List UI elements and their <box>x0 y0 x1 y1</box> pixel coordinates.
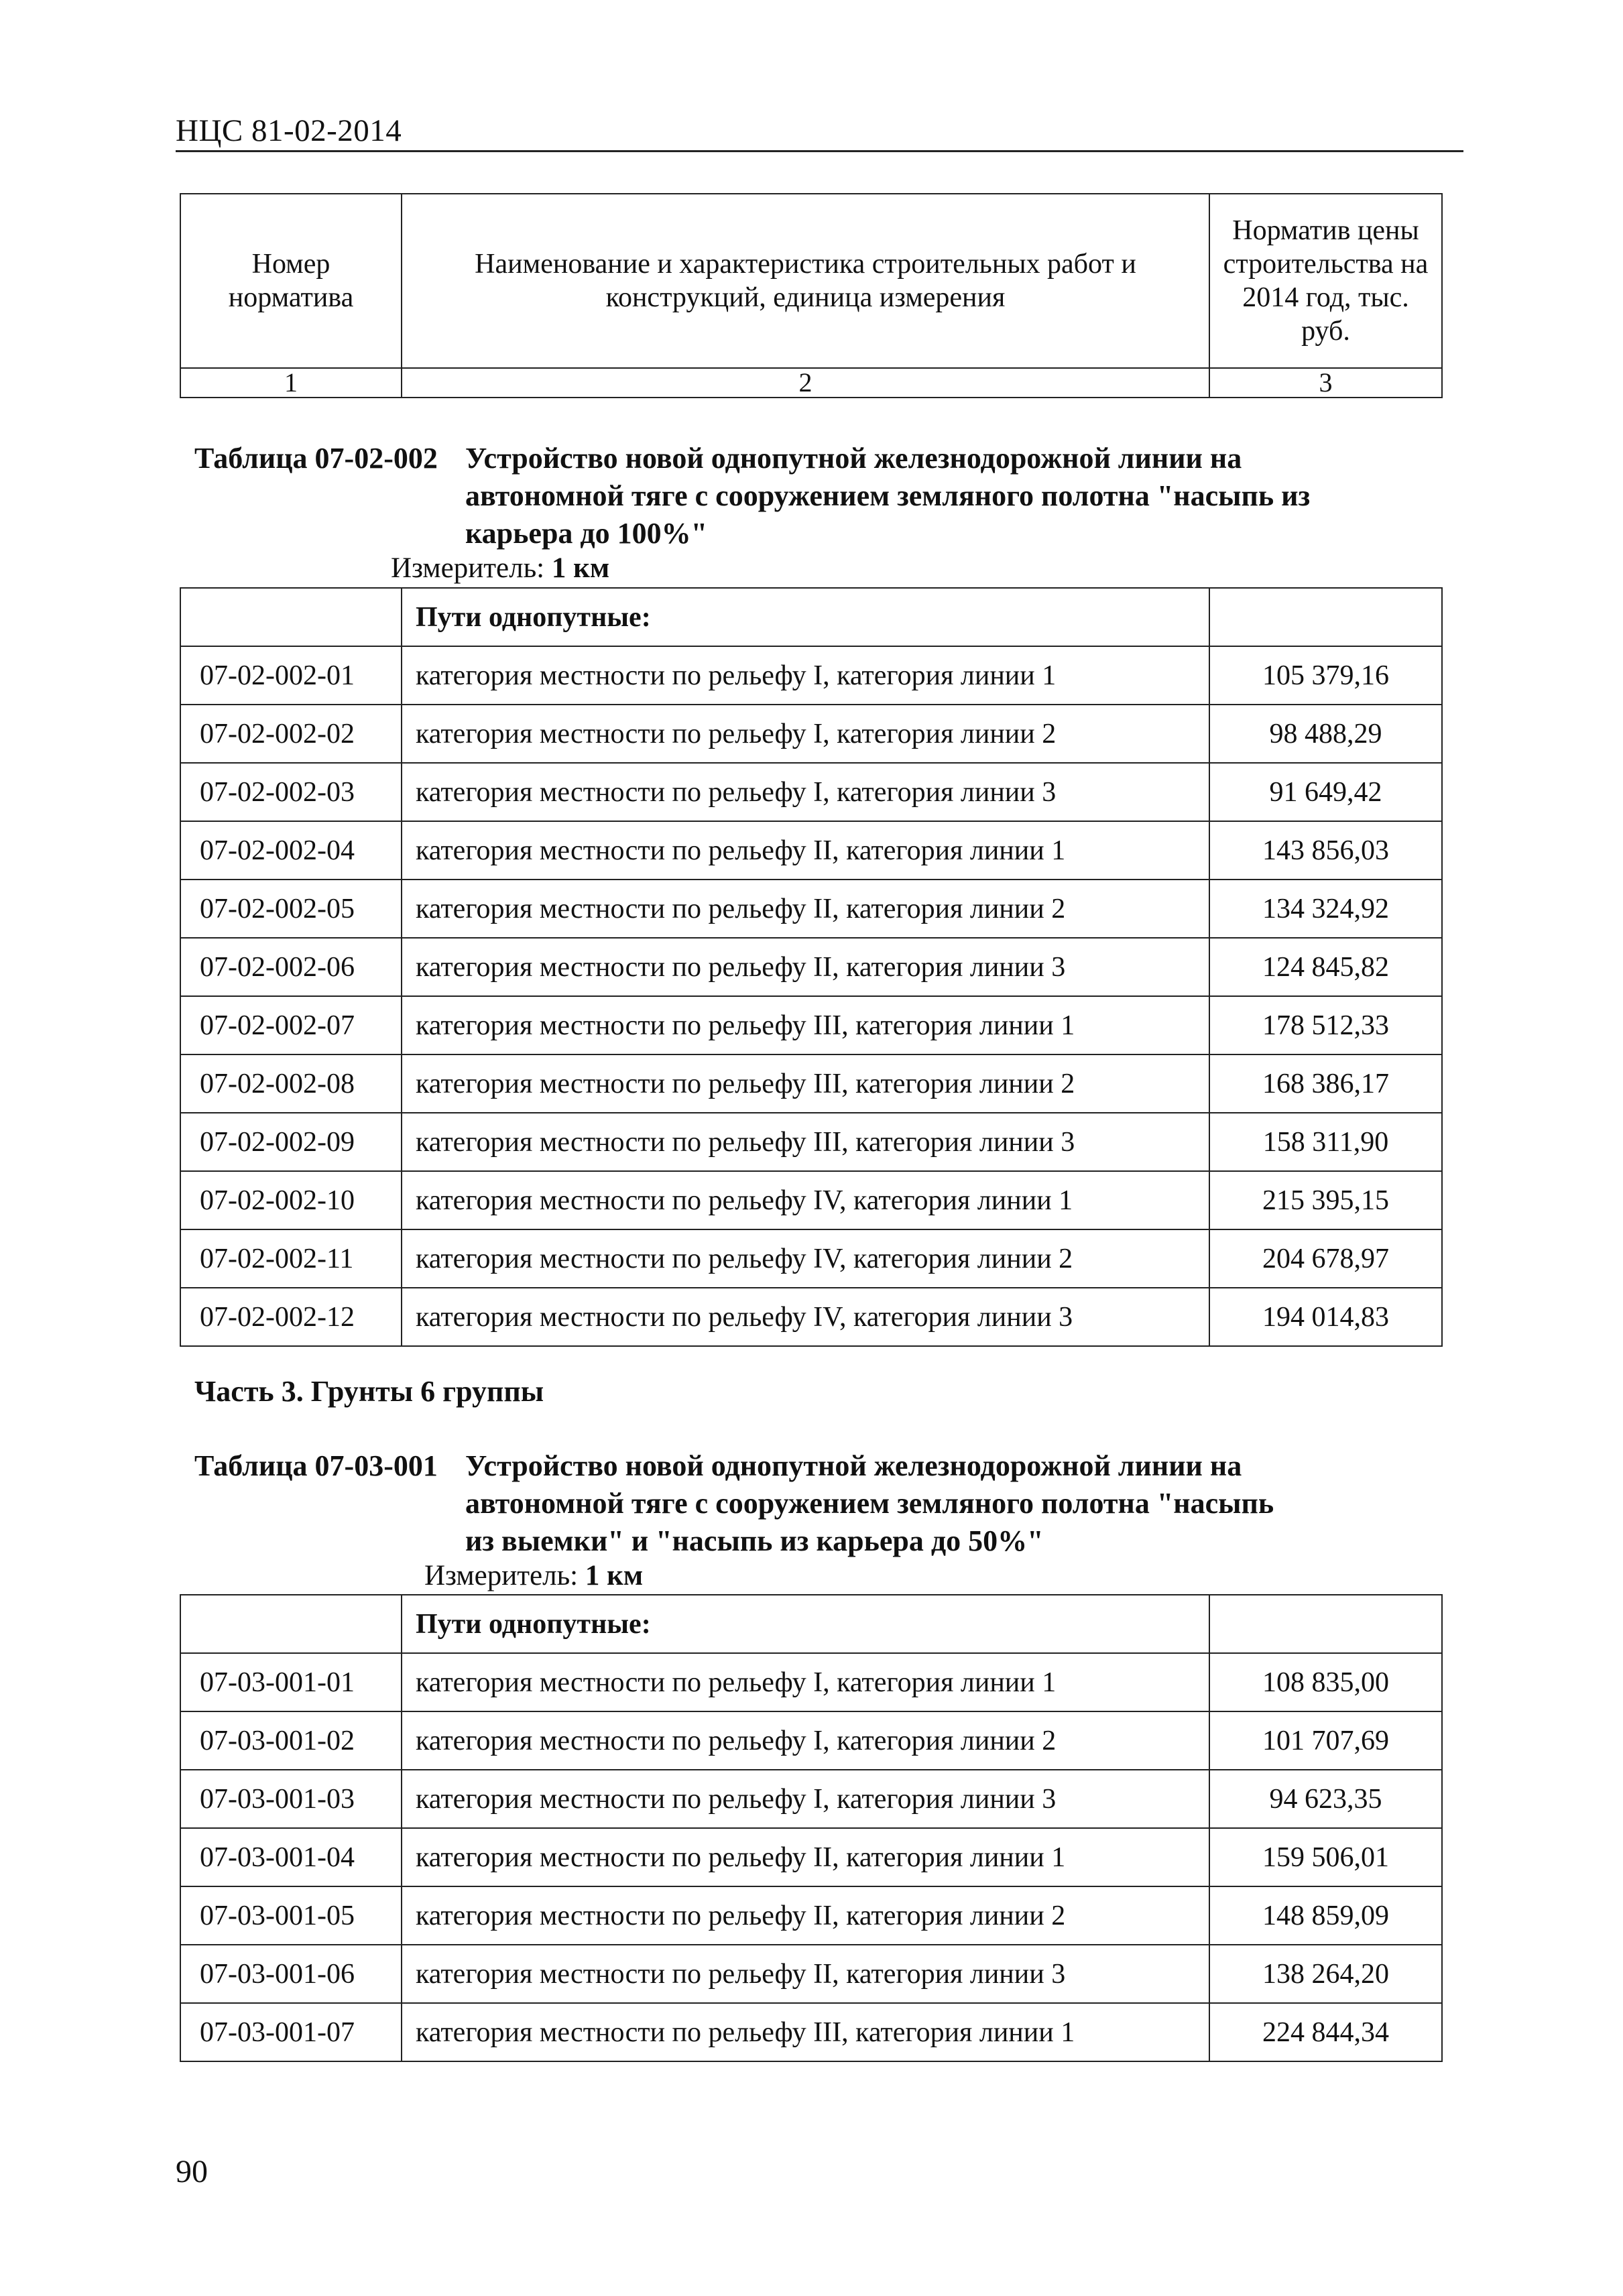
norm-description: категория местности по рельефу I, категория линии 2 <box>402 705 1209 763</box>
table2-label: Таблица 07-03-001 <box>194 1449 438 1482</box>
table-row <box>180 1113 1442 1171</box>
norm-price: 98 488,29 <box>1209 705 1442 763</box>
table2-subheader-blank-price <box>1209 1595 1442 1653</box>
norm-code: 07-03-001-07 <box>180 2003 402 2061</box>
table1-title-line3: карьера до 100%" <box>465 517 708 550</box>
page-number: 90 <box>176 2154 208 2189</box>
table1-title-line1: Устройство новой однопутной железнодорожной линии на <box>465 442 1242 475</box>
table2-measure-label: Измеритель: <box>424 1560 579 1591</box>
norm-code: 07-03-001-01 <box>180 1653 402 1711</box>
document-code: НЦС 81-02-2014 <box>176 113 402 148</box>
table-row <box>180 1770 1442 1828</box>
norm-description: категория местности по рельефу II, категория линии 1 <box>402 821 1209 880</box>
norm-description: категория местности по рельефу IV, категория линии 2 <box>402 1229 1209 1288</box>
table-row <box>180 821 1442 880</box>
table-row <box>180 646 1442 705</box>
norm-price: 105 379,16 <box>1209 646 1442 705</box>
col-header-description: Наименование и характеристика строительных работ и конструкций, единица измерения <box>402 194 1209 368</box>
norm-price: 101 707,69 <box>1209 1711 1442 1770</box>
norm-price: 124 845,82 <box>1209 938 1442 996</box>
norm-price: 91 649,42 <box>1209 763 1442 821</box>
norm-price: 178 512,33 <box>1209 996 1442 1054</box>
table-row <box>180 1171 1442 1229</box>
table1 <box>180 587 1443 1347</box>
norm-price: 194 014,83 <box>1209 1288 1442 1346</box>
table-row <box>180 1653 1442 1711</box>
table-row <box>180 880 1442 938</box>
table1-subheader-blank-price <box>1209 588 1442 646</box>
norm-price: 158 311,90 <box>1209 1113 1442 1171</box>
norm-code: 07-02-002-03 <box>180 763 402 821</box>
col-number-2: 2 <box>402 368 1209 398</box>
norm-code: 07-02-002-05 <box>180 880 402 938</box>
table2-title-line1: Устройство новой однопутной железнодорожной линии на <box>465 1449 1242 1482</box>
part-title: Часть 3. Грунты 6 группы <box>194 1375 544 1408</box>
col-header-price: Норматив цены строительства на 2014 год, тыс. руб. <box>1209 194 1442 368</box>
table2-title-line2: автономной тяге с сооружением земляного полотна "насыпь <box>465 1487 1274 1520</box>
norm-description: категория местности по рельефу I, категория линии 1 <box>402 1653 1209 1711</box>
table1-title <box>194 440 1310 552</box>
norm-description: категория местности по рельефу III, категория линии 1 <box>402 996 1209 1054</box>
table2-title-line3: из выемки" и "насыпь из карьера до 50%" <box>465 1524 1044 1557</box>
norm-description: категория местности по рельефу IV, категория линии 3 <box>402 1288 1209 1346</box>
norm-description: категория местности по рельефу I, категория линии 1 <box>402 646 1209 705</box>
table1-measure <box>391 552 609 585</box>
norm-code: 07-02-002-08 <box>180 1054 402 1113</box>
norm-code: 07-02-002-01 <box>180 646 402 705</box>
norm-code: 07-02-002-11 <box>180 1229 402 1288</box>
norm-price: 168 386,17 <box>1209 1054 1442 1113</box>
table-row <box>180 1945 1442 2003</box>
col-header-number: Номер норматива <box>180 194 402 368</box>
norm-price: 204 678,97 <box>1209 1229 1442 1288</box>
norm-code: 07-03-001-03 <box>180 1770 402 1828</box>
table-row <box>180 1288 1442 1346</box>
norm-description: категория местности по рельефу I, категория линии 3 <box>402 1770 1209 1828</box>
table-row <box>180 1054 1442 1113</box>
table1-title-line2: автономной тяге с сооружением земляного полотна "насыпь из <box>465 479 1311 512</box>
table2-subheader-blank <box>180 1595 402 1653</box>
table-row <box>180 1229 1442 1288</box>
norm-description: категория местности по рельефу III, категория линии 2 <box>402 1054 1209 1113</box>
norm-code: 07-02-002-04 <box>180 821 402 880</box>
table1-measure-value: 1 км <box>551 552 610 584</box>
table2-title <box>194 1447 1274 1560</box>
table1-subheader-blank <box>180 588 402 646</box>
table-row <box>180 1886 1442 1945</box>
norm-code: 07-02-002-07 <box>180 996 402 1054</box>
table-row <box>180 763 1442 821</box>
table-row <box>180 1828 1442 1886</box>
table1-measure-label: Измеритель: <box>391 552 545 584</box>
norm-code: 07-02-002-10 <box>180 1171 402 1229</box>
norm-description: категория местности по рельефу II, категория линии 2 <box>402 1886 1209 1945</box>
norm-description: категория местности по рельефу IV, категория линии 1 <box>402 1171 1209 1229</box>
col-number-3: 3 <box>1209 368 1442 398</box>
norm-price: 138 264,20 <box>1209 1945 1442 2003</box>
table2-measure <box>424 1559 643 1592</box>
norm-price: 134 324,92 <box>1209 880 1442 938</box>
table-row <box>180 938 1442 996</box>
norm-description: категория местности по рельефу II, категория линии 3 <box>402 1945 1209 2003</box>
norm-price: 108 835,00 <box>1209 1653 1442 1711</box>
col-number-1: 1 <box>180 368 402 398</box>
table2-measure-value: 1 км <box>585 1560 644 1591</box>
norm-code: 07-02-002-06 <box>180 938 402 996</box>
norm-description: категория местности по рельефу II, категория линии 1 <box>402 1828 1209 1886</box>
norm-description: категория местности по рельефу I, категория линии 2 <box>402 1711 1209 1770</box>
norm-code: 07-03-001-05 <box>180 1886 402 1945</box>
header-rule <box>176 150 1463 152</box>
norm-description: категория местности по рельефу II, категория линии 2 <box>402 880 1209 938</box>
table-row <box>180 1711 1442 1770</box>
norm-price: 148 859,09 <box>1209 1886 1442 1945</box>
norm-price: 143 856,03 <box>1209 821 1442 880</box>
norm-price: 94 623,35 <box>1209 1770 1442 1828</box>
norm-code: 07-02-002-12 <box>180 1288 402 1346</box>
norm-description: категория местности по рельефу I, категория линии 3 <box>402 763 1209 821</box>
norm-code: 07-03-001-06 <box>180 1945 402 2003</box>
table1-subheader: Пути однопутные: <box>402 588 1209 646</box>
table1-label: Таблица 07-02-002 <box>194 442 438 475</box>
column-header-table <box>180 193 1443 398</box>
norm-description: категория местности по рельефу II, категория линии 3 <box>402 938 1209 996</box>
norm-description: категория местности по рельефу III, категория линии 3 <box>402 1113 1209 1171</box>
norm-code: 07-02-002-09 <box>180 1113 402 1171</box>
table-row <box>180 2003 1442 2061</box>
norm-price: 159 506,01 <box>1209 1828 1442 1886</box>
norm-price: 215 395,15 <box>1209 1171 1442 1229</box>
norm-description: категория местности по рельефу III, категория линии 1 <box>402 2003 1209 2061</box>
table-row <box>180 996 1442 1054</box>
norm-code: 07-03-001-04 <box>180 1828 402 1886</box>
norm-code: 07-02-002-02 <box>180 705 402 763</box>
table2-subheader: Пути однопутные: <box>402 1595 1209 1653</box>
norm-price: 224 844,34 <box>1209 2003 1442 2061</box>
table2 <box>180 1594 1443 2062</box>
norm-code: 07-03-001-02 <box>180 1711 402 1770</box>
table-row <box>180 705 1442 763</box>
